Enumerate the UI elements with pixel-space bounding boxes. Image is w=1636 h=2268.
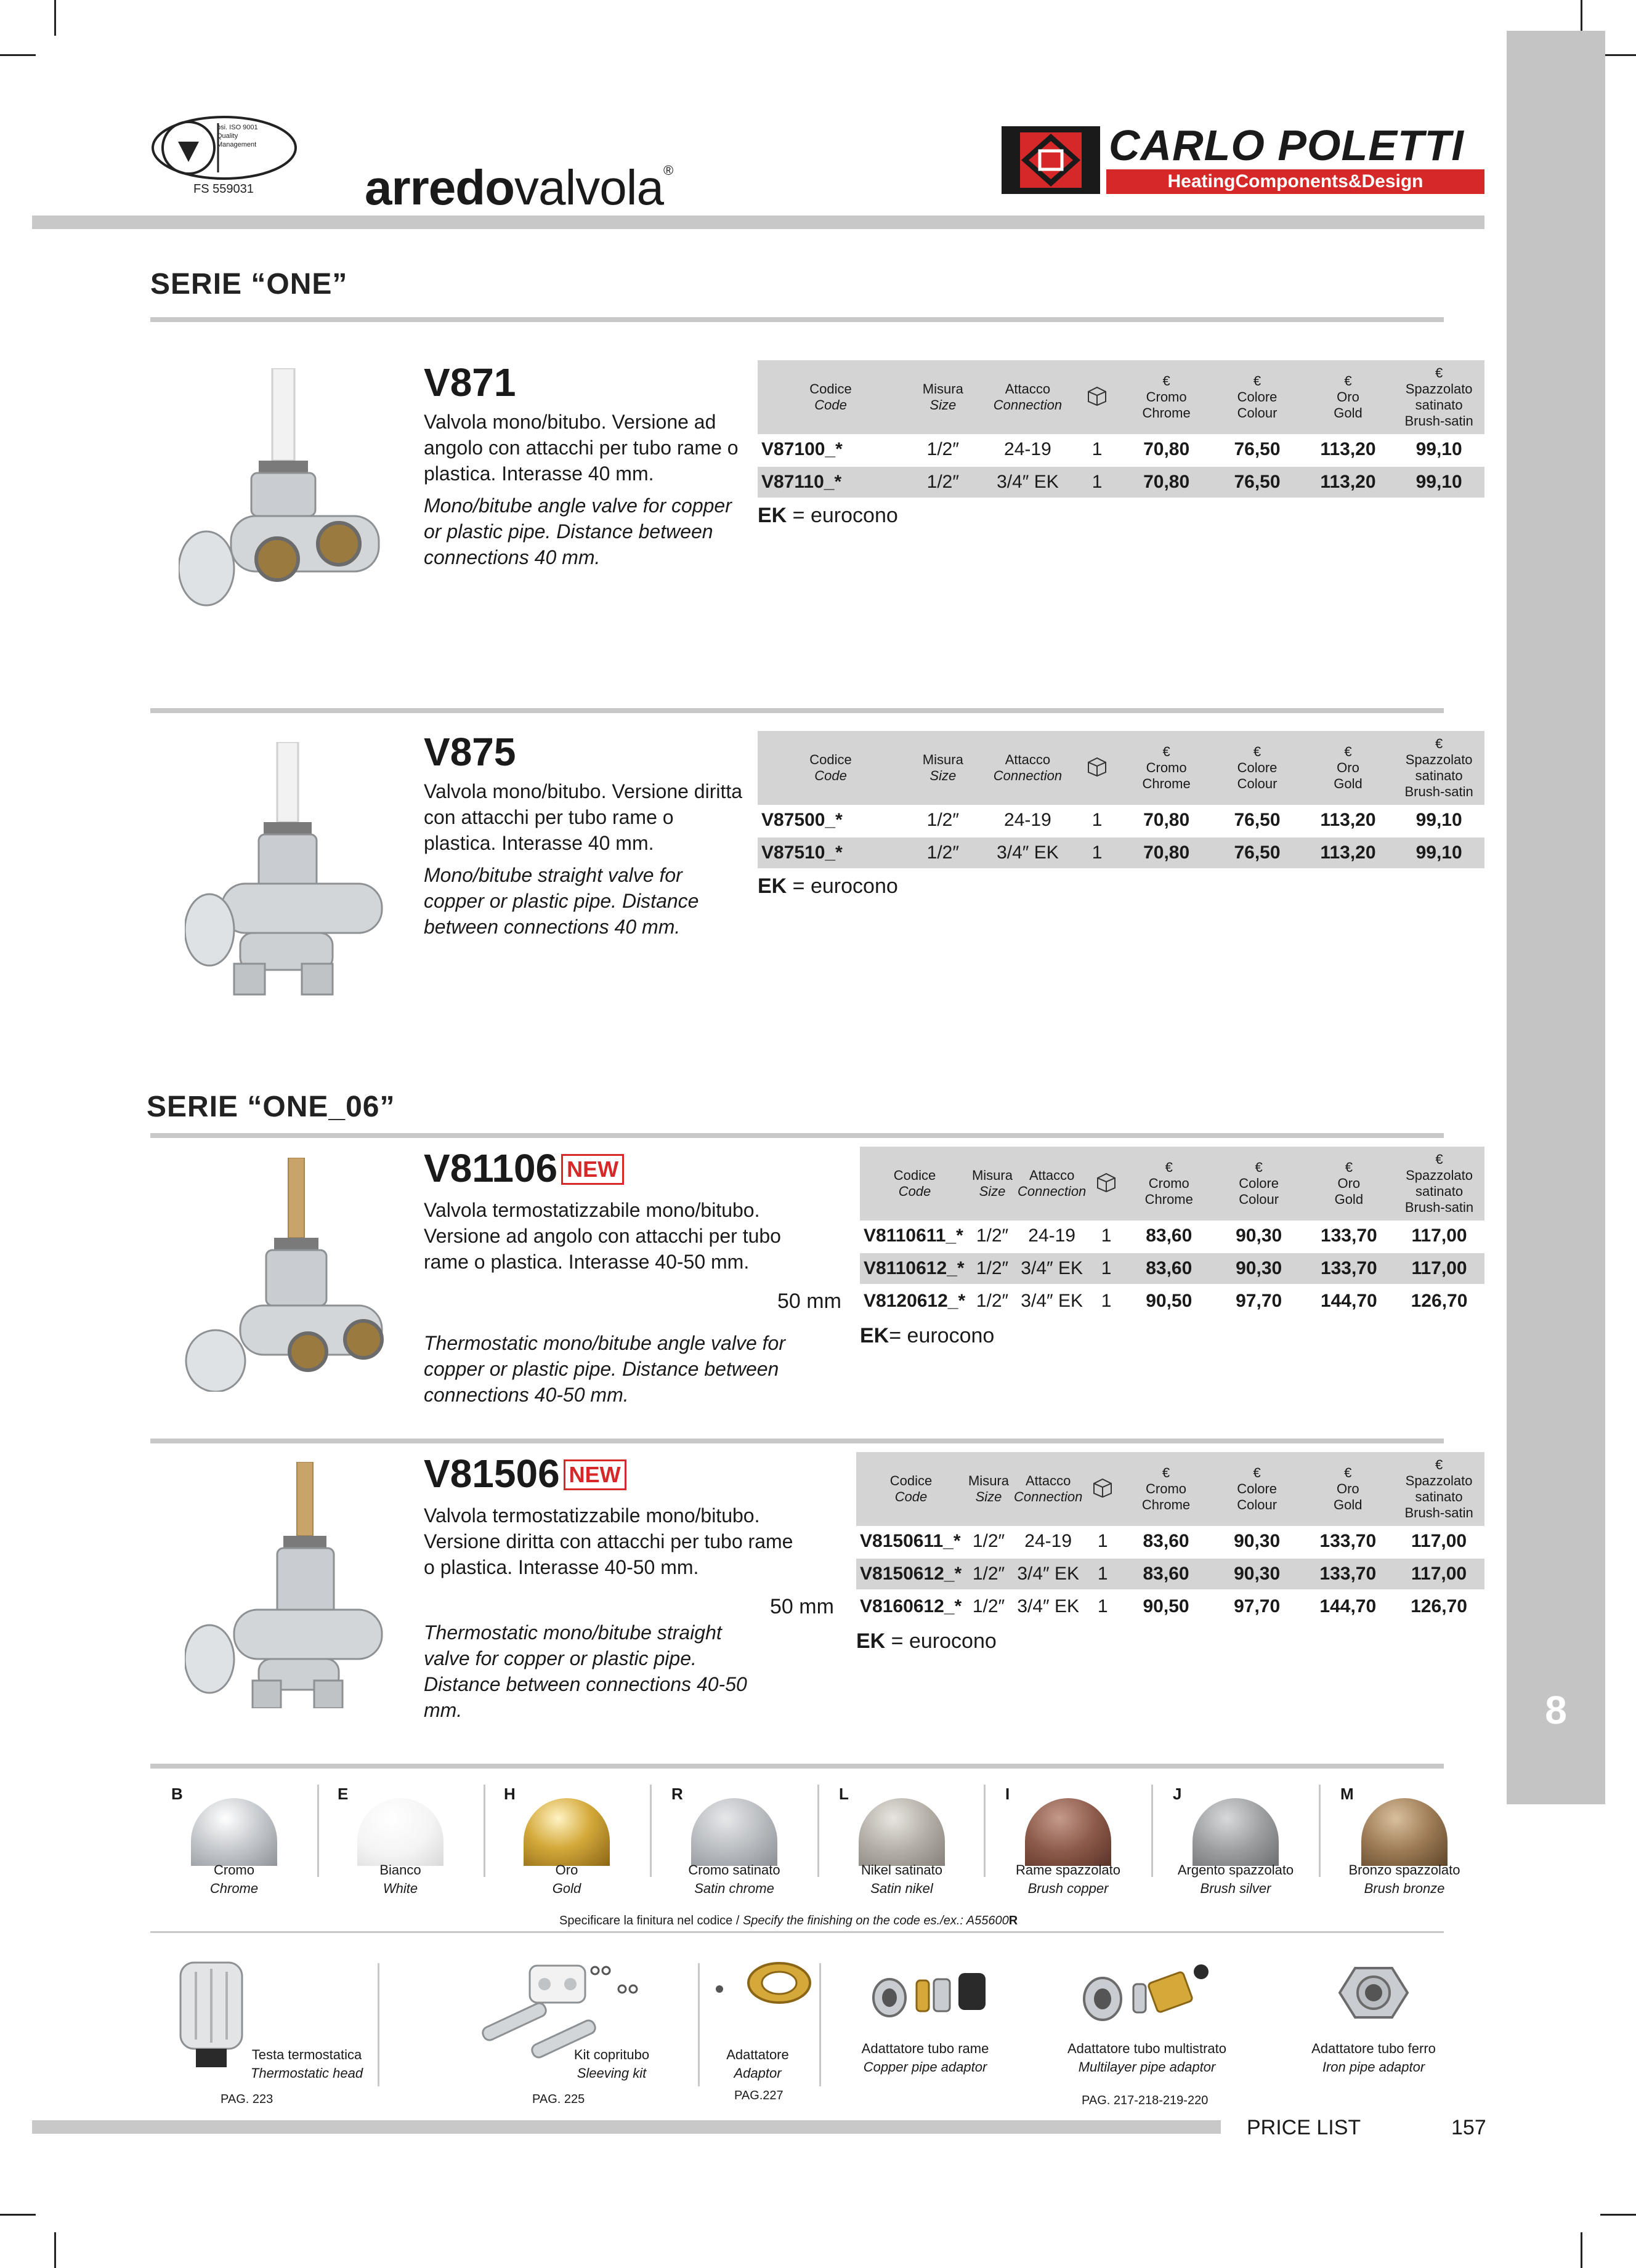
- brand-left-light: valvola: [514, 160, 664, 215]
- divider: [650, 1785, 652, 1877]
- multilayer-pipe-adaptor-image: [1078, 1958, 1213, 2026]
- table-row: V87100_* 1/2″ 24-19 1 70,80 76,50 113,20 99,10: [758, 434, 1484, 466]
- box-icon: [1073, 360, 1121, 434]
- new-badge: NEW: [561, 1154, 624, 1185]
- product-image-v81506: [185, 1462, 394, 1708]
- product-description-en: Mono/bitube straight valve for copper or plastic pipe. Distance between connections 40 mm.: [424, 864, 699, 938]
- col-size: Misura Size: [904, 360, 982, 434]
- ek-note: EK= eurocono: [860, 1324, 995, 1347]
- chapter-side-tab: [1507, 31, 1605, 1804]
- header-rule: [32, 216, 1484, 229]
- accessory-page-ref: PAG. 223: [221, 2092, 273, 2106]
- series-title-one-06: SERIE “ONE_06”: [147, 1091, 395, 1123]
- col-chrome: € Cromo Chrome: [1124, 1147, 1214, 1221]
- crop-mark: [0, 2214, 36, 2216]
- product-description-en: Mono/bitube angle valve for copper or plastic pipe. Distance between connections 40 mm.: [424, 494, 732, 568]
- table-row: V8150612_* 1/2″ 3/4″ EK 1 83,60 90,30 133,70 117,00: [856, 1558, 1484, 1591]
- accessory-page-ref: PAG.227: [734, 2089, 784, 2102]
- cert-number: FS 559031: [193, 182, 254, 196]
- divider: [984, 1785, 986, 1877]
- series-title-one: SERIE “ONE”: [150, 268, 348, 301]
- col-code: Codice Code: [856, 1452, 966, 1526]
- arredovalvola-logo: [365, 143, 673, 216]
- footer-label: PRICE LIST: [1247, 2116, 1361, 2139]
- finish-label: Nikel satinato Satin nikel: [861, 1862, 943, 1896]
- divider: [378, 1963, 379, 2086]
- accessory-label: Testa termostatica Thermostatic head: [250, 2047, 363, 2081]
- section-rule: [150, 1439, 1444, 1443]
- divider: [819, 1963, 821, 2086]
- carlo-poletti-logo-mark: [1002, 126, 1100, 194]
- chapter-number: 8: [1545, 1688, 1567, 1732]
- col-gold: € Oro Gold: [1303, 360, 1394, 434]
- product-code-text: V871: [424, 360, 516, 405]
- col-brush: € Spazzolato satinato Brush-satin: [1394, 1147, 1484, 1221]
- col-chrome: € Cromo Chrome: [1121, 360, 1212, 434]
- brand-right-name: CARLO POLETTI: [1109, 121, 1464, 169]
- accessory-label: Adattatore tubo multistrato Multilayer pipe adaptor: [1067, 2041, 1227, 2075]
- product-description-it: Valvola mono/bitubo. Versione ad angolo con attacchi per tubo rame o plastica. Interasse 40 mm.: [424, 411, 739, 485]
- col-code: Codice Code: [860, 1147, 970, 1221]
- product-image-v875: [185, 742, 394, 1007]
- finish-label: Rame spazzolato Brush copper: [1016, 1862, 1120, 1896]
- brand-right-tagline: HeatingComponents&Design: [1106, 169, 1484, 194]
- registered-mark: ®: [663, 163, 673, 178]
- product-code: [424, 1145, 624, 1191]
- table-row: V8110612_* 1/2″ 3/4″ EK 1 83,60 90,30 133,70 117,00: [860, 1253, 1484, 1285]
- col-chrome: € Cromo Chrome: [1120, 1452, 1212, 1526]
- cap-swatch-gold: [524, 1798, 610, 1866]
- product-description-it: Valvola termostatizzabile mono/bitubo. Versione diritta con attacchi per tubo rame o plastica. Interasse 40-50 mm.: [424, 1504, 793, 1578]
- col-connection: Attacco Connection: [982, 360, 1074, 434]
- product-code-text: V875: [424, 730, 516, 774]
- brand-left-bold: arredo: [365, 160, 514, 215]
- table-row: V8110611_* 1/2″ 24-19 1 83,60 90,30 133,70 117,00: [860, 1221, 1484, 1253]
- col-gold: € Oro Gold: [1304, 1147, 1394, 1221]
- cap-swatch-satin-chrome: [691, 1798, 777, 1866]
- price-table-v871: [758, 360, 1484, 499]
- finish-letter: H: [504, 1785, 516, 1803]
- divider: [484, 1785, 485, 1877]
- col-connection: Attacco Connection: [982, 731, 1074, 805]
- finish-letter: B: [171, 1785, 183, 1803]
- product-image-v871: [179, 368, 400, 627]
- box-icon: [1073, 731, 1121, 805]
- col-connection: Attacco Connection: [1015, 1147, 1088, 1221]
- price-table-v81506: [856, 1452, 1484, 1624]
- ek-note: EK = eurocono: [758, 504, 898, 527]
- cert-badge-text: bsi. ISO 9001 Quality Management: [217, 124, 258, 148]
- page-number: 157: [1451, 2116, 1486, 2139]
- col-colour: € Colore Colour: [1212, 1452, 1303, 1526]
- product-image-v81106: [185, 1158, 394, 1392]
- table-row: V8150611_* 1/2″ 24-19 1 83,60 90,30 133,70 117,00: [856, 1526, 1484, 1558]
- accessory-label: Adattatore tubo rame Copper pipe adaptor: [861, 2041, 989, 2075]
- product-description-en: Thermostatic mono/bitube straight valve for copper or plastic pipe. Distance between connections 40-50 mm.: [424, 1621, 747, 1721]
- crop-mark: [0, 54, 36, 56]
- table-row: V87510_* 1/2″ 3/4″ EK 1 70,80 76,50 113,20 99,10: [758, 837, 1484, 870]
- new-badge: NEW: [564, 1459, 626, 1490]
- col-size: Misura Size: [966, 1452, 1011, 1526]
- product-code: [424, 360, 516, 405]
- distance-note: 50 mm: [770, 1595, 834, 1618]
- col-size: Misura Size: [904, 731, 982, 805]
- col-colour: € Colore Colour: [1212, 360, 1302, 434]
- cap-swatch-satin-nikel: [859, 1798, 945, 1866]
- crop-mark: [54, 2232, 56, 2268]
- cap-swatch-brush-bronze: [1361, 1798, 1448, 1866]
- box-icon: [1088, 1147, 1124, 1221]
- product-description-it: Valvola termostatizzabile mono/bitubo. Versione ad angolo con attacchi per tubo rame o plastica. Interasse 40-50 mm.: [424, 1199, 781, 1273]
- col-colour: € Colore Colour: [1214, 1147, 1304, 1221]
- col-gold: € Oro Gold: [1302, 1452, 1393, 1526]
- divider: [698, 1963, 700, 2086]
- finish-label: Argento spazzolato Brush silver: [1177, 1862, 1294, 1896]
- cap-swatch-white: [357, 1798, 443, 1866]
- divider: [817, 1785, 819, 1877]
- finish-letter: I: [1005, 1785, 1010, 1803]
- finish-letter: E: [338, 1785, 349, 1803]
- cap-swatch-chrome: [191, 1798, 277, 1866]
- product-code: [424, 1451, 626, 1496]
- divider: [1151, 1785, 1153, 1877]
- divider: [1319, 1785, 1321, 1877]
- spec-note-rule: [150, 1931, 1444, 1933]
- col-connection: Attacco Connection: [1011, 1452, 1085, 1526]
- footer-rule: [32, 2120, 1221, 2134]
- ek-note: EK = eurocono: [856, 1629, 997, 1653]
- finish-label: Oro Gold: [552, 1862, 581, 1896]
- series-one-rule: [150, 317, 1444, 322]
- crop-mark: [1600, 2214, 1636, 2216]
- table-row: V8120612_* 1/2″ 3/4″ EK 1 90,50 97,70 144,70 126,70: [860, 1285, 1484, 1318]
- finish-label: Bianco White: [379, 1862, 421, 1896]
- table-row: V87110_* 1/2″ 3/4″ EK 1 70,80 76,50 113,20 99,10: [758, 466, 1484, 499]
- table-row: V87500_* 1/2″ 24-19 1 70,80 76,50 113,20 99,10: [758, 805, 1484, 837]
- thermostatic-head-image: [177, 1959, 245, 2070]
- finish-label: Cromo Chrome: [209, 1862, 259, 1896]
- section-rule: [150, 708, 1444, 713]
- price-table-v875: [758, 731, 1484, 870]
- col-size: Misura Size: [970, 1147, 1015, 1221]
- crop-mark: [1600, 54, 1636, 56]
- product-description-it: Valvola mono/bitubo. Versione diritta con attacchi per tubo rame o plastica. Interasse 40 mm.: [424, 780, 743, 854]
- finish-spec-note: Specificare la finitura nel codice / Specify the finishing on the code es./ex.: A55600R: [559, 1914, 1018, 1927]
- col-brush: € Spazzolato satinato Brush-satin: [1393, 731, 1484, 805]
- iron-pipe-adaptor-image: [1337, 1962, 1411, 2024]
- box-icon: [1085, 1452, 1120, 1526]
- table-row: V8160612_* 1/2″ 3/4″ EK 1 90,50 97,70 144,70 126,70: [856, 1591, 1484, 1623]
- finish-label: Cromo satinato Satin chrome: [688, 1862, 780, 1896]
- accessory-page-ref: PAG. 217-218-219-220: [1082, 2094, 1209, 2107]
- col-gold: € Oro Gold: [1303, 731, 1394, 805]
- finishes-rule: [150, 1764, 1444, 1769]
- product-code: [424, 729, 516, 775]
- col-colour: € Colore Colour: [1212, 731, 1302, 805]
- divider: [317, 1785, 319, 1877]
- accessory-label: Adattatore Adaptor: [726, 2047, 789, 2081]
- accessory-page-ref: PAG. 225: [532, 2092, 585, 2106]
- copper-pipe-adaptor-image: [867, 1962, 990, 2024]
- finish-letter: M: [1340, 1785, 1354, 1803]
- finish-letter: R: [671, 1785, 683, 1803]
- price-table-v81106: [860, 1147, 1484, 1318]
- col-code: Codice Code: [758, 731, 904, 805]
- crop-mark: [1581, 2232, 1582, 2268]
- finish-label: Bronzo spazzolato Brush bronze: [1348, 1862, 1460, 1896]
- product-code-text: V81106: [424, 1146, 558, 1190]
- finish-letter: L: [839, 1785, 849, 1803]
- distance-note: 50 mm: [777, 1289, 841, 1313]
- col-brush: € Spazzolato satinato Brush-satin: [1393, 1452, 1484, 1526]
- accessory-label: Kit copritubo Sleeving kit: [573, 2047, 650, 2081]
- accessory-label: Adattatore tubo ferro Iron pipe adaptor: [1311, 2041, 1436, 2075]
- adaptor-image: [715, 1958, 819, 2032]
- series-one-06-rule: [150, 1133, 1444, 1138]
- finish-letter: J: [1173, 1785, 1182, 1803]
- col-code: Codice Code: [758, 360, 904, 434]
- product-code-text: V81506: [424, 1451, 560, 1496]
- col-brush: € Spazzolato satinato Brush-satin: [1393, 360, 1484, 434]
- ek-note: EK = eurocono: [758, 874, 898, 898]
- product-description-en: Thermostatic mono/bitube angle valve for copper or plastic pipe. Distance between connections 40-50 mm.: [424, 1332, 785, 1406]
- cap-swatch-brush-silver: [1193, 1798, 1279, 1866]
- crop-mark: [54, 0, 56, 36]
- col-chrome: € Cromo Chrome: [1121, 731, 1212, 805]
- cap-swatch-brush-copper: [1025, 1798, 1111, 1866]
